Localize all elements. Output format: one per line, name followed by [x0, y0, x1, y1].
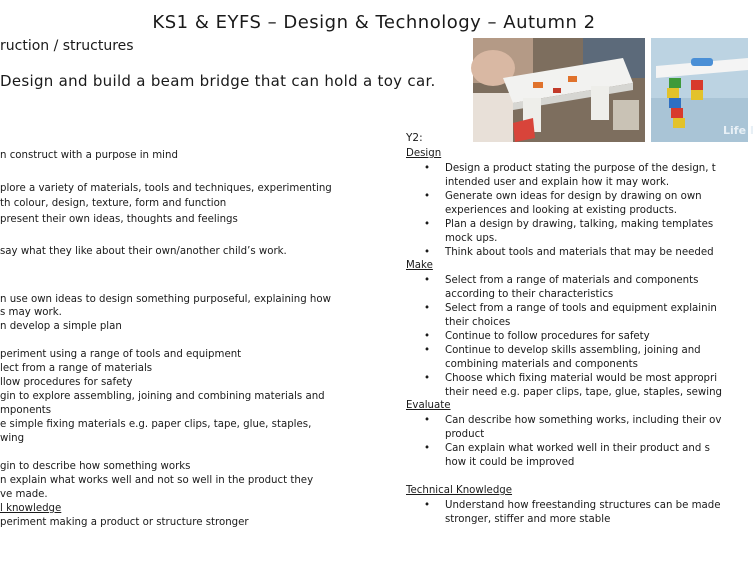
list-item-text: their need e.g. paper clips, tape, glue, staples, sewing	[445, 387, 723, 398]
bullet-icon: •	[424, 303, 431, 314]
left-line: n construct with a purpose in mind	[0, 150, 178, 161]
list-item-text: Plan a design by drawing, talking, making templates	[445, 219, 714, 230]
left-line: n explain what works well and not so well in the product they	[0, 475, 314, 486]
left-line: gin to describe how something works	[0, 461, 191, 472]
list-item-text: Continue to follow procedures for safety	[445, 331, 650, 342]
list-item-text: product	[445, 429, 485, 440]
list-item-text: Design a product stating the purpose of the design, t	[445, 163, 716, 174]
bullet-icon: •	[424, 415, 431, 426]
task-statement: Design and build a beam bridge that can hold a toy car.	[0, 72, 436, 90]
left-line: wing	[0, 433, 25, 444]
lego-bridge-photo	[651, 38, 754, 142]
list-item-text: stronger, stiffer and more stable	[445, 514, 611, 525]
bullet-icon: •	[424, 163, 431, 174]
list-item-text: Continue to develop skills assembling, joining and	[445, 345, 701, 356]
list-item-text: experiences and looking at existing products.	[445, 205, 678, 216]
bullet-icon: •	[424, 275, 431, 286]
list-item-text: Think about tools and materials that may be needed	[445, 247, 714, 258]
list-item-text: Select from a range of tools and equipment explainin	[445, 303, 717, 314]
left-line: say what they like about their own/another child’s work.	[0, 246, 287, 257]
left-line: n develop a simple plan	[0, 321, 122, 332]
list-item-text: how it could be improved	[445, 457, 575, 468]
bullet-icon: •	[424, 331, 431, 342]
left-line: plore a variety of materials, tools and techniques, experimenting	[0, 183, 332, 194]
list-item-text: mock ups.	[445, 233, 498, 244]
list-item-text: combining materials and components	[445, 359, 638, 370]
left-line: lect from a range of materials	[0, 363, 153, 374]
topic-subtitle: ruction / structures	[0, 38, 134, 54]
list-item-text: their choices	[445, 317, 511, 328]
left-line: present their own ideas, thoughts and feelings	[0, 214, 238, 225]
technical-knowledge-heading: l knowledge	[0, 503, 62, 514]
left-line: periment making a product or structure stronger	[0, 517, 249, 528]
left-line: gin to explore assembling, joining and combining materials and	[0, 391, 325, 402]
section-heading-design: Design	[406, 148, 442, 159]
year-label: Y2:	[406, 132, 423, 144]
bridge-building-photo	[473, 38, 645, 142]
bridge-building-illustration	[473, 38, 645, 142]
list-item-text: Understand how freestanding structures can be made	[445, 500, 721, 511]
bullet-icon: •	[424, 345, 431, 356]
left-line: ve made.	[0, 489, 48, 500]
left-line: th colour, design, texture, form and function	[0, 198, 227, 209]
list-item-text: Generate own ideas for design by drawing on own	[445, 191, 702, 202]
bullet-icon: •	[424, 219, 431, 230]
left-line: llow procedures for safety	[0, 377, 133, 388]
bullet-icon: •	[424, 500, 431, 511]
list-item-text: Select from a range of materials and components	[445, 275, 699, 286]
list-item-text: Can explain what worked well in their product and s	[445, 443, 710, 454]
list-item-text: Can describe how something works, including their ov	[445, 415, 722, 426]
left-line: periment using a range of tools and equipment	[0, 349, 242, 360]
section-heading-evaluate: Evaluate	[406, 400, 451, 411]
page-title: KS1 & EYFS – Design & Technology – Autumn 2	[152, 12, 596, 33]
list-item-text: Choose which fixing material would be most appropri	[445, 373, 718, 384]
left-line: mponents	[0, 405, 52, 416]
bullet-icon: •	[424, 247, 431, 258]
left-line: s may work.	[0, 307, 62, 318]
list-item-text: according to their characteristics	[445, 289, 614, 300]
bullet-icon: •	[424, 191, 431, 202]
section-heading-make: Make	[406, 260, 433, 271]
bullet-icon: •	[424, 443, 431, 454]
section-heading-technical-knowledge: Technical Knowledge	[406, 485, 513, 496]
list-item-text: intended user and explain how it may work.	[445, 177, 670, 188]
left-line: e simple fixing materials e.g. paper clips, tape, glue, staples,	[0, 419, 312, 430]
photo-watermark: Life I	[723, 124, 754, 137]
left-line: n use own ideas to design something purposeful, explaining how	[0, 294, 331, 305]
bullet-icon: •	[424, 373, 431, 384]
